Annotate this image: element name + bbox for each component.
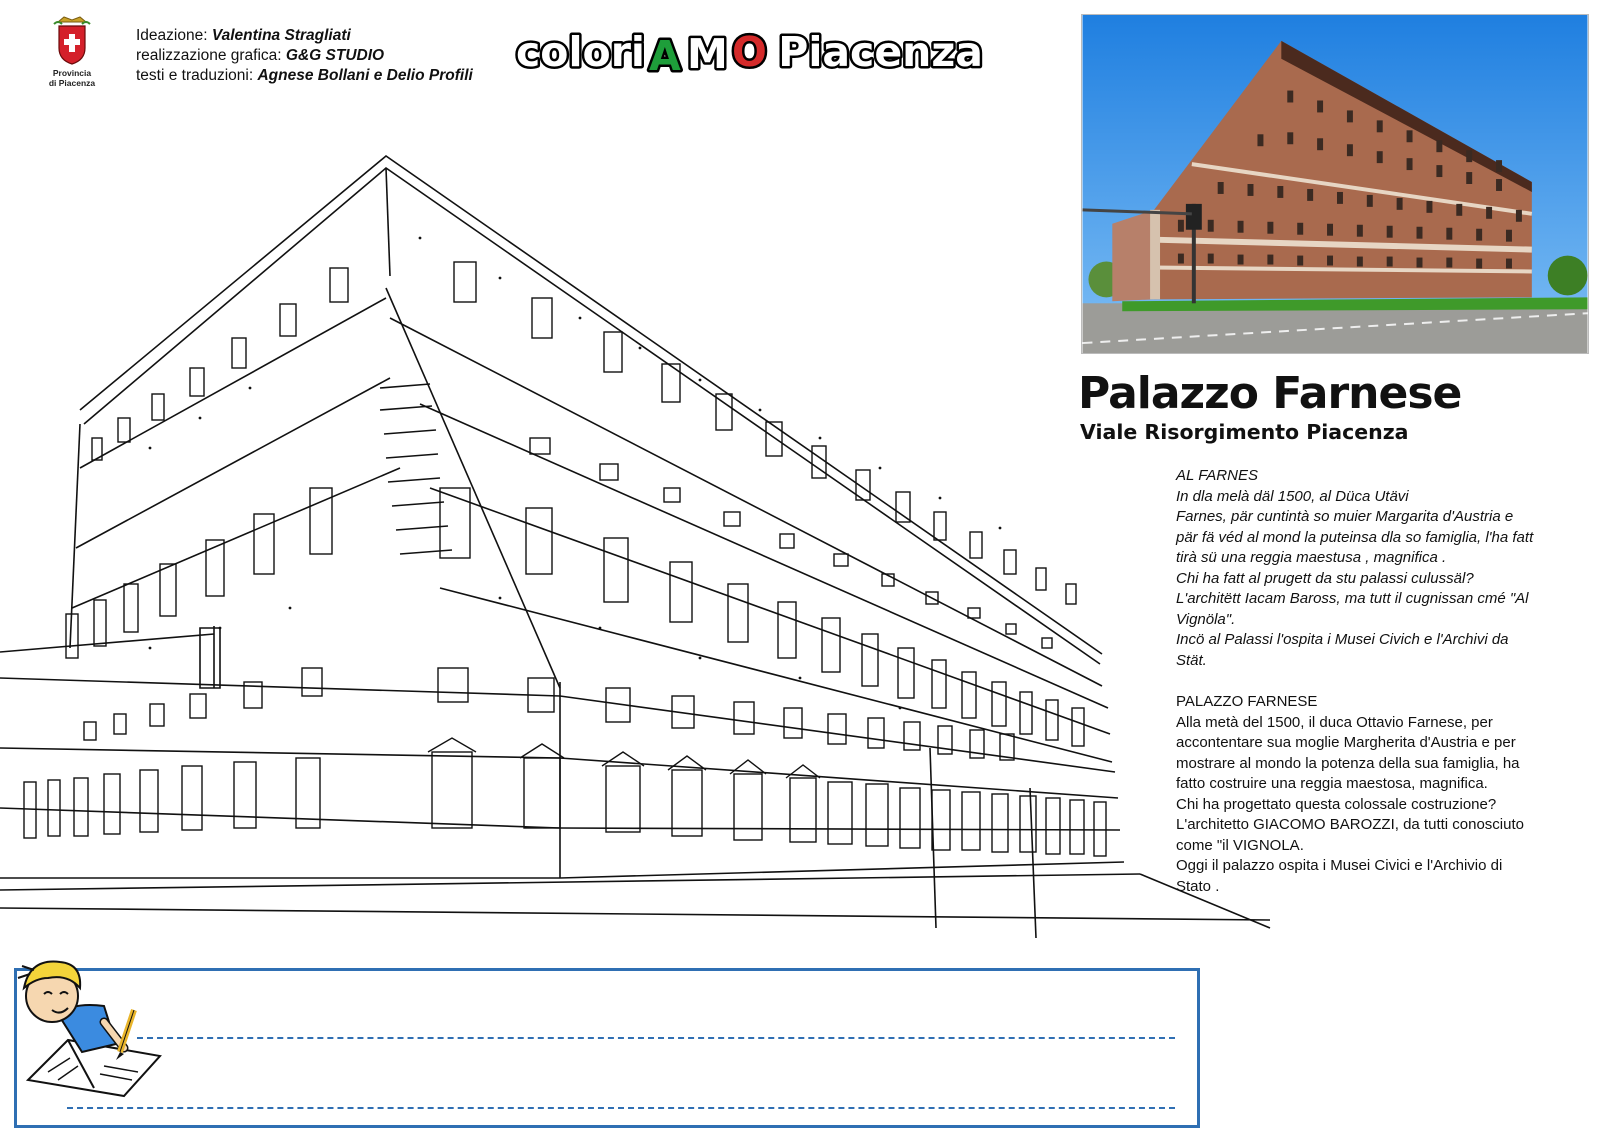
- coloriamo-logo: [512, 10, 1048, 88]
- italian-line: L'architetto GIACOMO BAROZZI, da tutti conosciuto: [1176, 816, 1524, 833]
- writing-area[interactable]: [14, 968, 1200, 1128]
- italian-line: PALAZZO FARNESE: [1176, 693, 1318, 710]
- writing-line: [137, 1037, 1175, 1039]
- dialect-line: AL FARNES: [1176, 467, 1258, 484]
- dialect-line: Chi ha fatt al prugett da stu palassi culussäl?: [1176, 569, 1474, 587]
- dialect-line: Stät.: [1176, 651, 1207, 669]
- credits-block: [136, 26, 473, 86]
- page-title: Palazzo Farnese: [1078, 368, 1462, 419]
- dialect-line: In dla melà däl 1500, al Düca Utävi: [1176, 487, 1409, 505]
- logo-letter-a: A: [649, 32, 681, 80]
- dialect-line: Vignöla".: [1176, 610, 1236, 628]
- italian-line: Stato .: [1176, 877, 1220, 895]
- palazzo-line-drawing: [0, 148, 1280, 968]
- italian-line: come "il VIGNOLA.: [1176, 836, 1304, 854]
- logo-text-colori: colori: [516, 28, 645, 76]
- dialect-line: Incö al Palassi l'ospita i Musei Civich e l'Archivi da: [1176, 631, 1509, 648]
- credit-grafica: realizzazione grafica: G&G STUDIO: [136, 47, 385, 64]
- provincia-crest: [44, 14, 100, 98]
- credit-testi: testi e traduzioni: Agnese Bollani e Delio Profili: [136, 67, 473, 84]
- logo-letter-o: O: [732, 28, 767, 76]
- italian-line: accontentare sua moglie Margherita d'Austria e per: [1176, 734, 1516, 751]
- dialect-line: L'architëtt Iacam Baross, ma tutt il cugnissan cmé "Al: [1176, 590, 1529, 607]
- dialect-line: Farnes, pär cuntintà so muier Margarita d'Austria e: [1176, 508, 1514, 525]
- crest-label-line1: Provincia: [52, 68, 92, 78]
- dialect-line: tirà sü una reggia maestusa , magnifica .: [1176, 549, 1447, 566]
- italian-line: Chi ha progettato questa colossale costruzione?: [1176, 795, 1497, 813]
- writing-line: [67, 1107, 1175, 1109]
- italian-line: Alla metà del 1500, il duca Ottavio Farnese, per: [1176, 713, 1493, 731]
- kid-writing-icon: [8, 948, 168, 1098]
- crest-icon: [50, 14, 94, 66]
- credit-ideazione: Ideazione: Valentina Stragliati: [136, 27, 351, 44]
- crest-label-line2: di Piacenza: [48, 78, 96, 88]
- italian-line: fatto costruire una reggia maestosa, magnifica.: [1176, 775, 1488, 792]
- italian-line: mostrare al mondo la potenza della sua famiglia, ha: [1176, 754, 1520, 772]
- page-subtitle: Viale Risorgimento Piacenza: [1080, 420, 1409, 444]
- dialect-line: pär fä véd al mond la puteinsa dla so famiglia, l'ha fatt: [1176, 528, 1534, 546]
- logo-text-piacenza: Piacenza: [764, 28, 983, 76]
- italian-line: Oggi il palazzo ospita i Musei Civici e l'Archivio di: [1176, 857, 1503, 874]
- logo-letter-m: M: [687, 30, 728, 78]
